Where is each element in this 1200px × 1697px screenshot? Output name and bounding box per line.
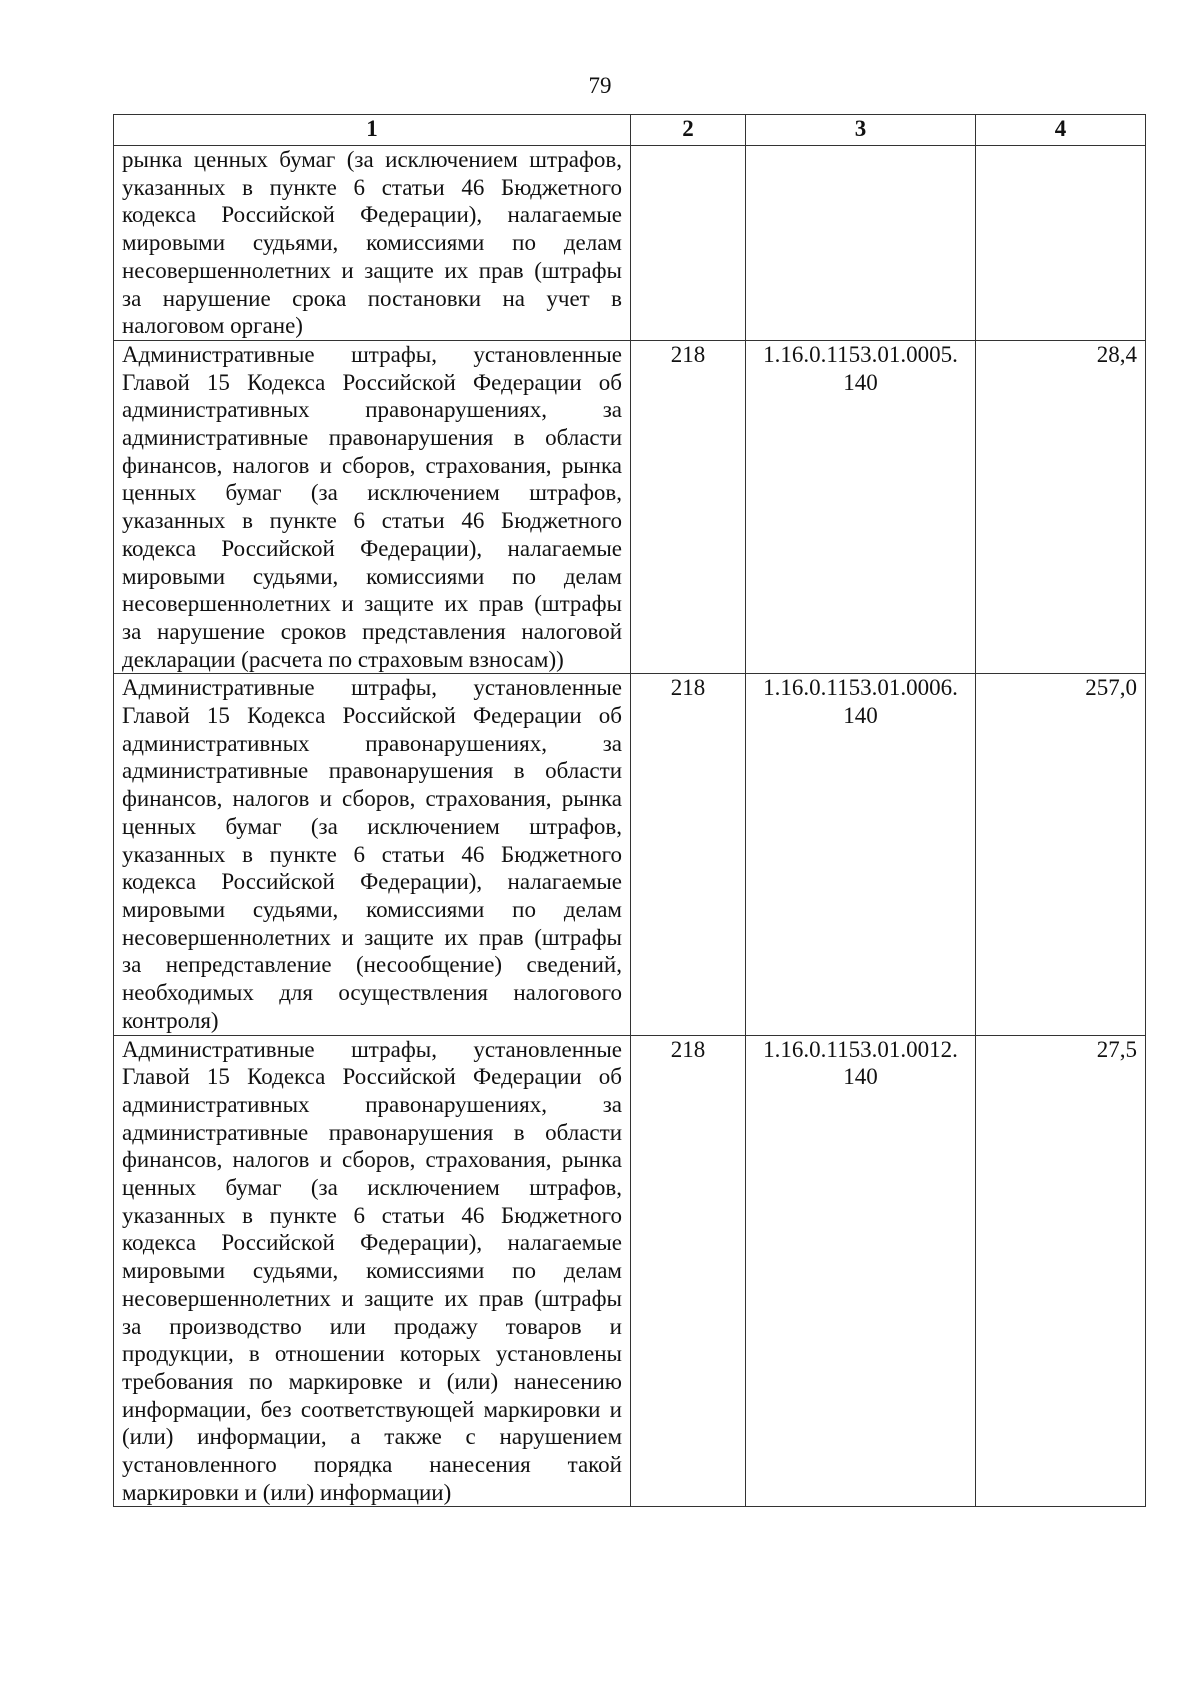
row-kbk-code [746, 674, 976, 1035]
row-amount: 27,5 [976, 1035, 1146, 1507]
column-header-3: 3 [746, 115, 976, 146]
row-kbk-code [746, 1035, 976, 1507]
kbk-code-line-1: 1.16.0.1153.01.0012. [763, 1036, 958, 1062]
column-header-2: 2 [631, 115, 746, 146]
row-description: рынка ценных бумаг (за исключением штрафов, указанных в пункте 6 статьи 46 Бюджетного кодекса Российской Федерации), налагаемые мировыми судьями, комиссиями по делам несовершеннолетних и защите их прав (штрафы за нарушение срока постановки на учет в налоговом органе) [114, 146, 631, 341]
page-number: 79 [588, 73, 612, 98]
table-row [114, 1035, 1146, 1507]
row-kbk-code [746, 146, 976, 341]
kbk-code-line-1: 1.16.0.1153.01.0005. [763, 341, 958, 367]
kbk-code-line-2: 140 [843, 369, 878, 395]
row-admin-code: 218 [631, 340, 746, 673]
kbk-code-line-1: 1.16.0.1153.01.0006. [763, 675, 958, 701]
row-amount: 28,4 [976, 340, 1146, 673]
row-description: Административные штрафы, установленные Главой 15 Кодекса Российской Федерации об административных правонарушениях, за административные правонарушения в области финансов, налогов и сборов, страхования, рынка ценных бумаг (за исключением штрафов, указанных в пункте 6 статьи 46 Бюджетного кодекса Российской Федерации), налагаемые мировыми судьями, комиссиями по делам несовершеннолетних и защите их прав (штрафы за непредставление (несообщение) сведений, необходимых для осуществления налогового контроля) [114, 674, 631, 1035]
kbk-code-line-2: 140 [843, 703, 878, 729]
row-kbk-code [746, 340, 976, 673]
row-admin-code: 218 [631, 1035, 746, 1507]
table-row [114, 340, 1146, 673]
budget-table [113, 114, 1146, 1507]
row-admin-code: 218 [631, 674, 746, 1035]
row-description: Административные штрафы, установленные Главой 15 Кодекса Российской Федерации об административных правонарушениях, за административные правонарушения в области финансов, налогов и сборов, страхования, рынка ценных бумаг (за исключением штрафов, указанных в пункте 6 статьи 46 Бюджетного кодекса Российской Федерации), налагаемые мировыми судьями, комиссиями по делам несовершеннолетних и защите их прав (штрафы за нарушение сроков представления налоговой декларации (расчета по страховым взносам)) [114, 340, 631, 673]
kbk-code-line-2: 140 [843, 1064, 878, 1090]
column-header-4: 4 [976, 115, 1146, 146]
row-amount [976, 146, 1146, 341]
row-amount: 257,0 [976, 674, 1146, 1035]
row-description: Административные штрафы, установленные Главой 15 Кодекса Российской Федерации об административных правонарушениях, за административные правонарушения в области финансов, налогов и сборов, страхования, рынка ценных бумаг (за исключением штрафов, указанных в пункте 6 статьи 46 Бюджетного кодекса Российской Федерации), налагаемые мировыми судьями, комиссиями по делам несовершеннолетних и защите их прав (штрафы за производство или продажу товаров и продукции, в отношении которых установлены требования по маркировке и (или) нанесению информации, без соответствующей маркировки и (или) информации, а также с нарушением установленного порядка нанесения такой маркировки и (или) информации) [114, 1035, 631, 1507]
row-admin-code [631, 146, 746, 341]
table-row [114, 146, 1146, 341]
column-header-1: 1 [114, 115, 631, 146]
table-header-row [114, 115, 1146, 146]
table-row [114, 674, 1146, 1035]
